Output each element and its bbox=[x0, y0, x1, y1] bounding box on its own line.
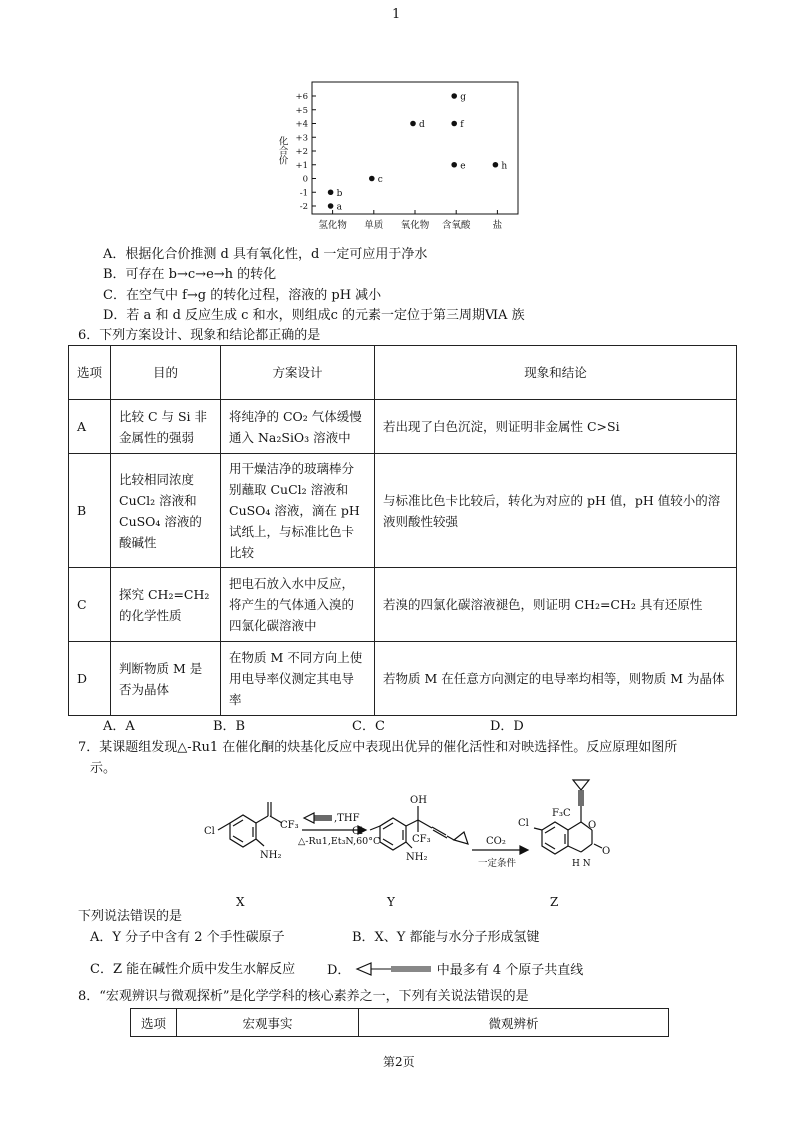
cond1-bottom: △-Ru1,Et₃N,60°C bbox=[298, 836, 381, 847]
row-option: A bbox=[69, 400, 111, 454]
point-label-e: e bbox=[460, 161, 466, 172]
table-row bbox=[69, 642, 737, 716]
row-result: 若出现了白色沉淀，则证明非金属性 C>Si bbox=[375, 400, 737, 454]
q6-header-row bbox=[69, 346, 737, 400]
x-tick-label: 氢化物 bbox=[318, 220, 347, 231]
row-design: 把电石放入水中反应，将产生的气体通入溴的四氯化碳溶液中 bbox=[221, 568, 375, 642]
z-cl-label: Cl bbox=[518, 818, 529, 829]
q6-header-result: 现象和结论 bbox=[375, 346, 737, 400]
valence-chart bbox=[270, 76, 530, 238]
y-tick-label: +3 bbox=[295, 133, 308, 144]
q6-header-option: 选项 bbox=[69, 346, 111, 400]
q8-header-macro: 宏观事实 bbox=[177, 1009, 359, 1037]
y-tick-label: +6 bbox=[295, 92, 308, 102]
cond1-top: ,THF bbox=[334, 813, 360, 824]
x-tick-label: 盐 bbox=[492, 220, 503, 231]
y-tick-label: +1 bbox=[295, 160, 308, 171]
row-option: D bbox=[69, 642, 111, 716]
point-label-c: c bbox=[377, 175, 383, 185]
x-tick-label: 单质 bbox=[364, 220, 384, 231]
q8-header-micro: 微观辨析 bbox=[359, 1009, 669, 1037]
point-e bbox=[451, 162, 457, 168]
row-goal: 探究 CH₂=CH₂ 的化学性质 bbox=[111, 568, 221, 642]
table-row bbox=[69, 400, 737, 454]
q7-option-c: C．Z 能在碱性介质中发生水解反应 bbox=[90, 962, 296, 977]
y-tick-label: -2 bbox=[299, 202, 308, 212]
q6-answer-b: B．B bbox=[213, 719, 246, 734]
q5-option-d: D．若 a 和 d 反应生成 c 和水，则组成c 的元素一定位于第三周期ⅥA 族 bbox=[103, 308, 525, 323]
q7-option-d bbox=[327, 961, 583, 980]
x-nh2-label: NH₂ bbox=[260, 850, 282, 861]
point-f bbox=[451, 121, 457, 127]
q7-sub-stem: 下列说法错误的是 bbox=[78, 909, 183, 924]
q6-stem: 6．下列方案设计、现象和结论都正确的是 bbox=[78, 328, 321, 343]
y-oh-label: OH bbox=[410, 795, 427, 806]
y-tick-label: +2 bbox=[295, 147, 308, 157]
row-result: 与标准比色卡比较后，转化为对应的 pH 值，pH 值较小的溶液则酸性较强 bbox=[375, 454, 737, 568]
q8-stem: 8．“宏观辨识与微观探析”是化学学科的核心素养之一，下列有关说法错误的是 bbox=[78, 989, 529, 1004]
table-row bbox=[69, 454, 737, 568]
z-benzene-ring bbox=[542, 822, 568, 854]
q7-stem-line2: 示。 bbox=[90, 761, 117, 776]
row-design: 用干燥洁净的玻璃棒分别蘸取 CuCl₂ 溶液和 CuSO₄ 溶液，滴在 pH 试纸上，与标准比色卡比较 bbox=[221, 454, 375, 568]
y-tick-label: -1 bbox=[299, 188, 308, 199]
q6-answer-d: D．D bbox=[490, 719, 524, 734]
row-design: 在物质 M 不同方向上使用电导率仪测定其电导率 bbox=[221, 642, 375, 716]
q7-option-d-suffix: 中最多有 4 个原子共直线 bbox=[436, 963, 584, 978]
q6-header-design: 方案设计 bbox=[221, 346, 375, 400]
q6-table bbox=[68, 345, 737, 716]
y-benzene-ring bbox=[380, 818, 406, 850]
cond2-top: CO₂ bbox=[486, 836, 506, 847]
q5-option-a: A．根据化合价推测 d 具有氧化性，d 一定可应用于净水 bbox=[103, 247, 428, 262]
point-label-g: g bbox=[460, 92, 466, 103]
y-label: Y bbox=[387, 895, 395, 908]
y-axis-label: 化合价 bbox=[276, 136, 288, 165]
q6-answer-a: A．A bbox=[103, 719, 135, 734]
z-f3c-label: F₃C bbox=[552, 808, 571, 819]
point-label-a: a bbox=[336, 202, 342, 213]
x-tick-label: 含氧酸 bbox=[441, 220, 471, 231]
x-label: X bbox=[236, 895, 245, 908]
point-label-d: d bbox=[419, 120, 425, 130]
q7-stem-line1: 7．某课题组发现△-Ru1 在催化酮的炔基化反应中表现出优异的催化活性和对映选择性。反应原理如图所 bbox=[78, 740, 678, 755]
point-b bbox=[328, 189, 334, 195]
y-cl-label: Cl bbox=[352, 826, 363, 837]
q8-table bbox=[130, 1008, 669, 1037]
x-benzene-ring bbox=[230, 815, 256, 847]
row-goal: 比较 C 与 Si 非金属性的强弱 bbox=[111, 400, 221, 454]
row-design: 将纯净的 CO₂ 气体缓慢通入 Na₂SiO₃ 溶液中 bbox=[221, 400, 375, 454]
y-nh2-label: NH₂ bbox=[406, 852, 428, 863]
point-a bbox=[328, 203, 334, 209]
cond2-bottom: 一定条件 bbox=[478, 858, 517, 869]
point-label-h: h bbox=[501, 161, 508, 172]
q8-header-option: 选项 bbox=[131, 1009, 177, 1037]
y-tick-label: +5 bbox=[295, 105, 308, 116]
point-label-b: b bbox=[336, 188, 343, 199]
point-label-f: f bbox=[460, 120, 464, 130]
z-o-label: O bbox=[588, 820, 597, 831]
row-result: 若物质 M 在任意方向测定的电导率均相等，则物质 M 为晶体 bbox=[375, 642, 737, 716]
y-tick-label: 0 bbox=[302, 174, 308, 185]
row-goal: 比较相同浓度 CuCl₂ 溶液和 CuSO₄ 溶液的酸碱性 bbox=[111, 454, 221, 568]
point-h bbox=[493, 162, 499, 168]
q5-option-b: B．可存在 b→c→e→h 的转化 bbox=[103, 267, 277, 282]
q7-option-b: B．X、Y 都能与水分子形成氢键 bbox=[352, 930, 540, 945]
q5-option-c: C．在空气中 f→g 的转化过程，溶液的 pH 减小 bbox=[103, 288, 382, 303]
point-c bbox=[369, 176, 375, 182]
q6-header-goal: 目的 bbox=[111, 346, 221, 400]
z-o2-label: O bbox=[602, 846, 611, 857]
y-tick-label: +4 bbox=[295, 119, 308, 130]
point-g bbox=[451, 93, 457, 99]
z-nh-label: H N bbox=[572, 859, 591, 869]
z-label: Z bbox=[550, 895, 559, 908]
q8-header-row bbox=[131, 1009, 669, 1037]
q6-answer-c: C．C bbox=[352, 719, 385, 734]
cyclopropyl-icon bbox=[304, 813, 314, 823]
cyclopropyl-ethynyl-icon bbox=[355, 961, 433, 977]
page-footer: 第2页 bbox=[383, 1055, 415, 1069]
chart-frame bbox=[312, 82, 518, 214]
row-goal: 判断物质 M 是否为晶体 bbox=[111, 642, 221, 716]
q7-option-d-prefix: D． bbox=[327, 963, 351, 978]
x-cl-label: Cl bbox=[204, 826, 215, 837]
x-cf3-label: CF₃ bbox=[280, 820, 299, 831]
row-option: B bbox=[69, 454, 111, 568]
reaction-scheme bbox=[180, 778, 620, 908]
row-result: 若溴的四氯化碳溶液褪色，则证明 CH₂=CH₂ 具有还原性 bbox=[375, 568, 737, 642]
q7-option-a: A．Y 分子中含有 2 个手性碳原子 bbox=[90, 930, 285, 945]
x-tick-label: 氧化物 bbox=[400, 220, 430, 231]
row-option: C bbox=[69, 568, 111, 642]
point-d bbox=[410, 121, 416, 127]
table-row bbox=[69, 568, 737, 642]
page-number: 1 bbox=[392, 7, 401, 22]
y-cf3-label: CF₃ bbox=[412, 834, 431, 845]
